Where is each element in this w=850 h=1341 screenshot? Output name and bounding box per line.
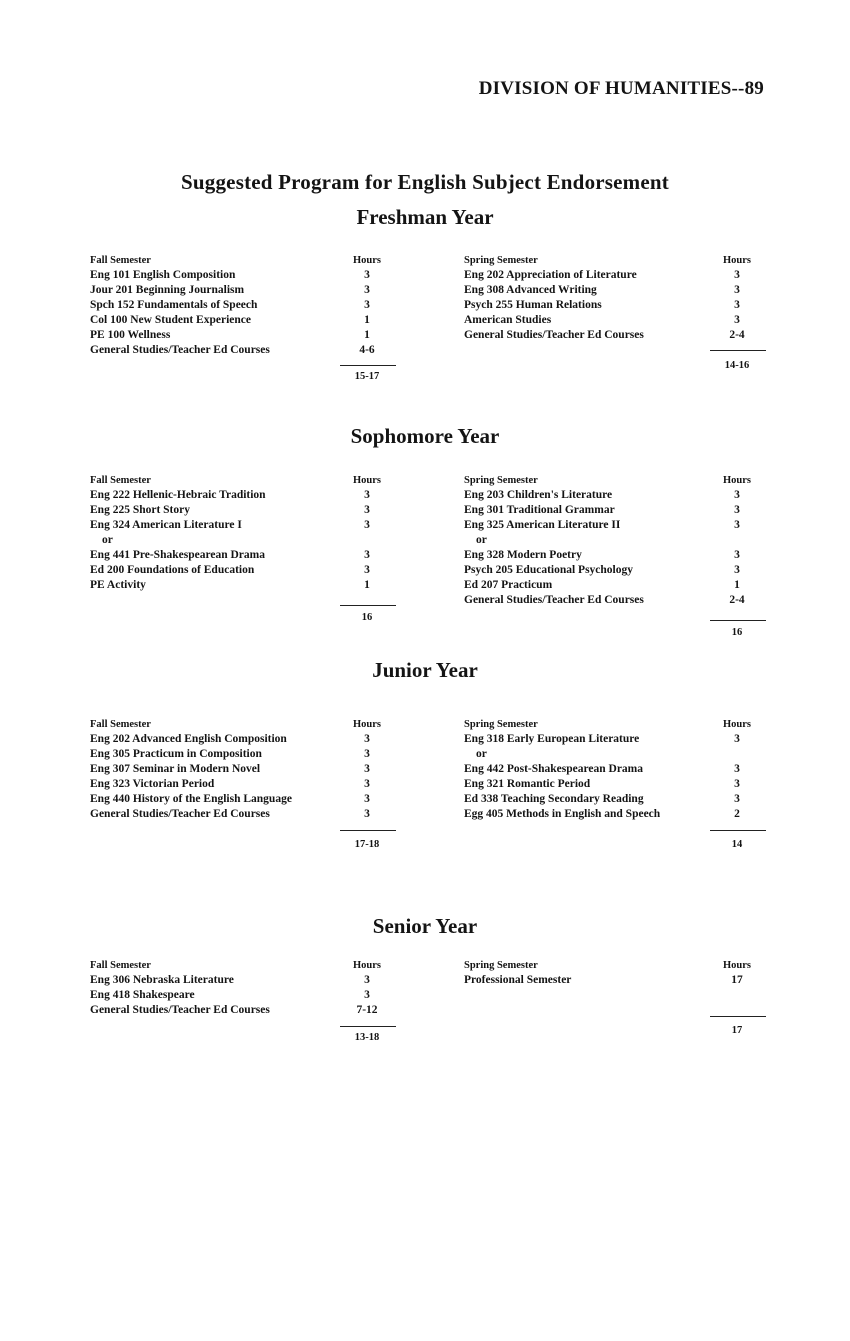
course-name: American Studies [464, 314, 552, 326]
course-row [90, 777, 420, 792]
course-name: Eng 325 American Literature II [464, 519, 621, 531]
course-name: Eng 441 Pre-Shakespearean Drama [90, 549, 265, 561]
course-name: Eng 324 American Literature I [90, 519, 242, 531]
total-hours: 14 [731, 839, 743, 850]
course-hours: 1 [364, 579, 370, 591]
course-name: Eng 301 Traditional Grammar [464, 504, 615, 516]
hours-heading: Hours [352, 475, 381, 486]
course-row [464, 533, 774, 548]
total-hours: 14-16 [724, 360, 750, 371]
course-name: Eng 328 Modern Poetry [464, 549, 582, 561]
course-hours: 3 [364, 733, 370, 745]
course-hours: 3 [364, 504, 370, 516]
total-hours: 16 [361, 612, 373, 623]
semester-heading: Spring Semester [464, 475, 538, 486]
course-hours: 3 [364, 748, 370, 760]
course-name: Col 100 New Student Experience [90, 314, 251, 326]
course-row [464, 518, 774, 533]
course-name: PE Activity [90, 579, 146, 591]
course-name: Eng 306 Nebraska Literature [90, 974, 234, 986]
course-hours: 3 [734, 504, 740, 516]
course-name: Ed 200 Foundations of Education [90, 564, 255, 576]
course-row [90, 747, 420, 762]
course-hours: 17 [731, 974, 743, 986]
course-name: Psych 205 Educational Psychology [464, 564, 634, 576]
course-row [464, 268, 774, 283]
course-hours: 2-4 [729, 329, 745, 341]
course-name: General Studies/Teacher Ed Courses [90, 344, 270, 356]
course-row [464, 488, 774, 503]
course-name: Eng 203 Children's Literature [464, 489, 613, 501]
course-row [90, 283, 420, 298]
course-row [464, 548, 774, 563]
running-head: DIVISION OF HUMANITIES--89 [478, 78, 764, 99]
total-hours: 17 [731, 1025, 743, 1036]
semester-heading: Spring Semester [464, 960, 538, 971]
course-row [90, 792, 420, 807]
semester-header [464, 958, 774, 973]
course-name: Eng 321 Romantic Period [464, 778, 591, 790]
course-hours: 3 [364, 299, 370, 311]
course-name: PE 100 Wellness [90, 329, 171, 341]
semester-header [464, 473, 774, 488]
course-name: Eng 323 Victorian Period [90, 778, 215, 790]
course-hours: 3 [364, 763, 370, 775]
course-row [464, 283, 774, 298]
senior-fall-semester [90, 958, 420, 1043]
course-row [90, 313, 420, 328]
semester-header [464, 717, 774, 732]
course-hours: 1 [364, 329, 370, 341]
course-hours: 3 [734, 549, 740, 561]
course-name: General Studies/Teacher Ed Courses [464, 594, 644, 606]
course-hours: 2-4 [729, 594, 745, 606]
semester-heading: Fall Semester [90, 719, 151, 730]
course-row [90, 503, 420, 518]
course-name: Eng 307 Seminar in Modern Novel [90, 763, 261, 775]
total-rule [340, 365, 396, 366]
course-row [464, 973, 774, 988]
course-hours: 3 [364, 564, 370, 576]
course-hours: 3 [734, 269, 740, 281]
course-row [464, 792, 774, 807]
course-name: General Studies/Teacher Ed Courses [90, 1004, 270, 1016]
course-row [90, 488, 420, 503]
course-name: Ed 338 Teaching Secondary Reading [464, 793, 644, 805]
course-row [90, 563, 420, 578]
total-hours: 17-18 [354, 839, 380, 850]
course-row [464, 807, 774, 822]
semester-heading: Spring Semester [464, 255, 538, 266]
course-hours: 3 [364, 519, 370, 531]
year-title-senior: Senior Year [372, 914, 478, 938]
course-row [90, 548, 420, 563]
course-hours: 2 [734, 808, 740, 820]
course-row [90, 732, 420, 747]
hours-heading: Hours [352, 960, 381, 971]
course-row [464, 777, 774, 792]
course-name: or [476, 748, 487, 760]
course-name: General Studies/Teacher Ed Courses [464, 329, 644, 341]
course-name: Eng 418 Shakespeare [90, 989, 195, 1001]
year-title-junior: Junior Year [372, 658, 478, 682]
semester-header [90, 958, 420, 973]
course-row [464, 732, 774, 747]
course-hours: 7-12 [356, 1004, 378, 1016]
year-title-freshman: Freshman Year [356, 205, 494, 229]
hours-heading: Hours [722, 475, 751, 486]
course-name: Ed 207 Practicum [464, 579, 553, 591]
total-hours: 13-18 [354, 1032, 380, 1043]
course-hours: 3 [734, 793, 740, 805]
course-name: Eng 202 Advanced English Composition [90, 733, 287, 745]
course-hours: 3 [364, 808, 370, 820]
total-rule [340, 605, 396, 606]
course-name: Eng 305 Practicum in Composition [90, 748, 262, 760]
course-hours: 3 [364, 269, 370, 281]
semester-heading: Fall Semester [90, 475, 151, 486]
course-row [90, 518, 420, 533]
course-name: Eng 225 Short Story [90, 504, 190, 516]
course-hours: 3 [364, 549, 370, 561]
course-name: Eng 318 Early European Literature [464, 733, 640, 745]
sophomore-fall-semester [90, 473, 420, 623]
semester-heading: Fall Semester [90, 255, 151, 266]
semester-header [90, 253, 420, 268]
course-hours: 3 [734, 519, 740, 531]
course-name: Psych 255 Human Relations [464, 299, 602, 311]
course-hours: 1 [364, 314, 370, 326]
course-hours: 3 [734, 299, 740, 311]
course-row [90, 973, 420, 988]
semester-header [464, 253, 774, 268]
course-hours: 3 [734, 733, 740, 745]
course-row [90, 762, 420, 777]
course-row [90, 328, 420, 343]
course-name: or [102, 534, 113, 546]
junior-fall-semester [90, 717, 420, 850]
freshman-spring-semester [464, 253, 774, 371]
course-row [90, 988, 420, 1003]
total-hours: 16 [731, 627, 743, 638]
course-name: Eng 440 History of the English Language [90, 793, 292, 805]
course-row [90, 578, 420, 593]
sophomore-spring-semester [464, 473, 774, 638]
course-hours: 3 [734, 763, 740, 775]
course-hours: 4-6 [359, 344, 375, 356]
course-row [90, 533, 420, 548]
course-hours: 3 [364, 974, 370, 986]
course-name: Eng 442 Post-Shakespearean Drama [464, 763, 644, 775]
course-row [464, 328, 774, 343]
course-name: Professional Semester [464, 974, 572, 986]
course-hours: 3 [364, 989, 370, 1001]
total-rule [710, 350, 766, 351]
course-row [464, 563, 774, 578]
course-row [464, 578, 774, 593]
course-hours: 3 [734, 489, 740, 501]
freshman-fall-semester [90, 253, 420, 382]
hours-heading: Hours [352, 719, 381, 730]
senior-spring-semester [464, 958, 774, 1036]
course-name: General Studies/Teacher Ed Courses [90, 808, 270, 820]
course-row [90, 298, 420, 313]
junior-spring-semester [464, 717, 774, 850]
course-row [464, 593, 774, 608]
course-hours: 3 [734, 314, 740, 326]
course-row [90, 343, 420, 358]
hours-heading: Hours [722, 255, 751, 266]
total-rule [710, 620, 766, 621]
course-hours: 3 [734, 564, 740, 576]
semester-header [90, 473, 420, 488]
course-hours: 3 [364, 284, 370, 296]
course-name: or [476, 534, 487, 546]
course-row [90, 807, 420, 822]
course-hours: 3 [364, 489, 370, 501]
course-hours: 3 [364, 778, 370, 790]
course-row [464, 762, 774, 777]
course-hours: 3 [734, 778, 740, 790]
page-title: Suggested Program for English Subject Endorsement [181, 170, 669, 194]
total-rule [710, 1016, 766, 1017]
year-title-sophomore: Sophomore Year [350, 424, 500, 448]
hours-heading: Hours [722, 719, 751, 730]
course-row [464, 313, 774, 328]
course-name: Jour 201 Beginning Journalism [90, 284, 245, 296]
total-hours: 15-17 [354, 371, 380, 382]
hours-heading: Hours [722, 960, 751, 971]
course-row [90, 268, 420, 283]
course-hours: 3 [734, 284, 740, 296]
semester-heading: Spring Semester [464, 719, 538, 730]
course-row [464, 747, 774, 762]
course-hours: 1 [734, 579, 740, 591]
total-rule [340, 830, 396, 831]
course-name: Eng 222 Hellenic-Hebraic Tradition [90, 489, 266, 501]
course-name: Eng 308 Advanced Writing [464, 284, 597, 296]
course-row [464, 298, 774, 313]
course-name: Eng 202 Appreciation of Literature [464, 269, 637, 281]
semester-heading: Fall Semester [90, 960, 151, 971]
total-rule [710, 830, 766, 831]
semester-header [90, 717, 420, 732]
course-row [464, 503, 774, 518]
course-hours: 3 [364, 793, 370, 805]
course-name: Eng 101 English Composition [90, 269, 236, 281]
total-rule [340, 1026, 396, 1027]
course-name: Egg 405 Methods in English and Speech [464, 808, 661, 820]
course-row [90, 1003, 420, 1018]
course-name: Spch 152 Fundamentals of Speech [90, 299, 258, 311]
hours-heading: Hours [352, 255, 381, 266]
